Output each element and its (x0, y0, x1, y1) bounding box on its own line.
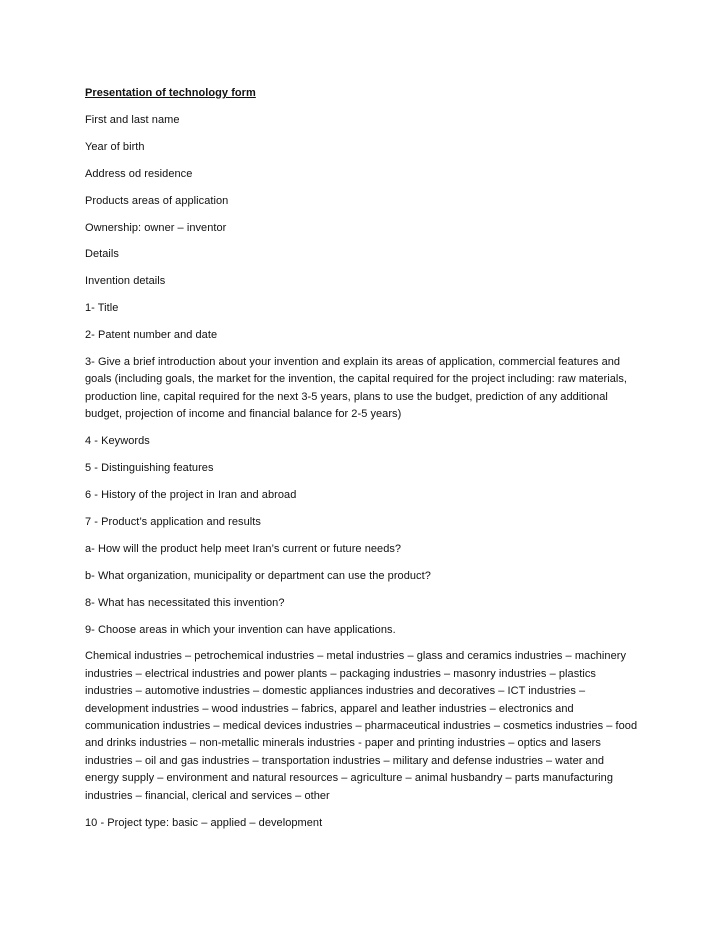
item-title: 1- Title (85, 302, 119, 315)
item-project-type: 10 - Project type: basic – applied – development (85, 816, 323, 829)
industries-list: Chemical industries – petrochemical industries – metal industries – glass and ceramics industries – machinery industries – electrical industries and power plants – packaging industries – masonry industries – plastics industries – automotive industries – domestic appliances industries and decoratives – ICT industries – development industries – wood industries – fabrics, apparel and leather industries – electronics and communication industries – medical devices industries – pharmaceutical industries – cosmetics industries – food and drinks industries – non-metallic minerals industries - paper and printing industries – optics and lasers industries – oil and gas industries – transportation industries – military and defense industries – water and energy supply – environment and natural resources – agriculture – animal husbandry – parts manufacturing industries – financial, clerical and services – other (85, 650, 638, 802)
item-areas: 9- Choose areas in which your invention can have applications. (85, 623, 396, 636)
question-b: b- What organization, municipality or department can use the product? (85, 569, 431, 582)
field-ownership: Ownership: owner – inventor (85, 221, 227, 234)
form-title: Presentation of technology form (85, 87, 256, 99)
item-history: 6 - History of the project in Iran and abroad (85, 489, 297, 501)
field-year-of-birth: Year of birth (85, 140, 145, 153)
field-first-last-name: First and last name (85, 113, 180, 126)
item-distinguishing-features: 5 - Distinguishing features (85, 462, 214, 475)
section-details: Details (85, 248, 119, 261)
field-address: Address od residence (85, 167, 193, 180)
field-products-areas: Products areas of application (85, 194, 229, 207)
item-necessity: 8- What has necessitated this invention? (85, 596, 285, 609)
question-a: a- How will the product help meet Iran’s current or future needs? (85, 542, 402, 555)
item-keywords: 4 - Keywords (85, 435, 150, 448)
item-application-results: 7 - Product’s application and results (85, 515, 261, 528)
item-introduction: 3- Give a brief introduction about your invention and explain its areas of application, commercial features and goals (including goals, the market for the invention, the capital required for the project including: raw materials, production line, capital required for the next 3-5 years, plans to use the budget, prediction of any additional budget, projection of income and financial balance for 2-5 years) (85, 356, 628, 421)
section-invention-details: Invention details (85, 275, 166, 288)
item-patent: 2- Patent number and date (85, 329, 218, 342)
document-page (85, 85, 640, 842)
